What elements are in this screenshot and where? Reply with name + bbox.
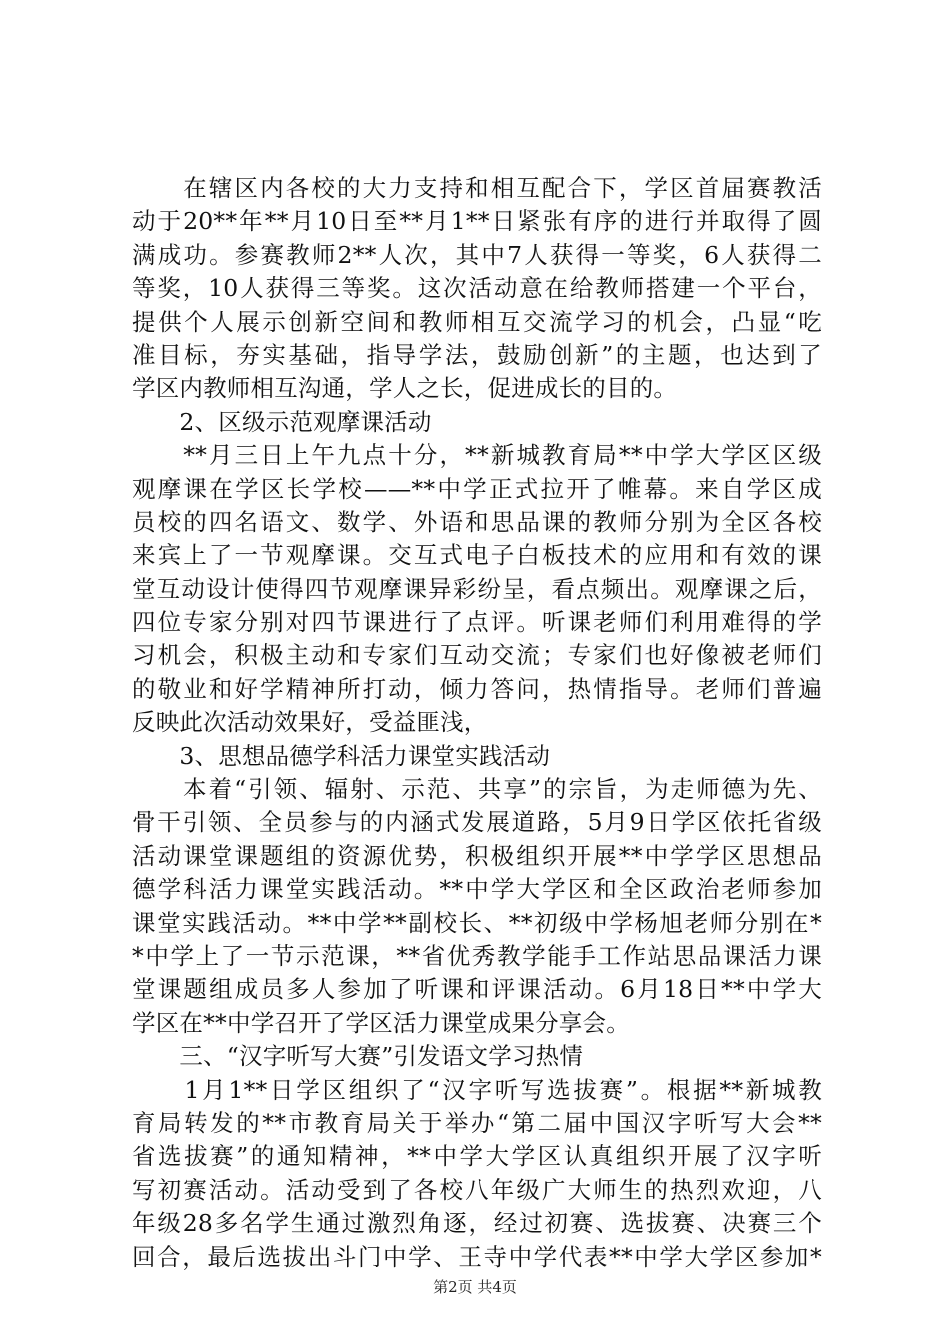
text-line: 动于20**年**月10日至**月1**日紧张有序的进行并取得了圆 — [132, 207, 822, 236]
text-line: 3、思想品德学科活力课堂实践活动 — [132, 741, 551, 770]
text-line: 年级28多名学生通过激烈角逐，经过初赛、选拔赛、决赛三个 — [132, 1209, 822, 1238]
text-line: *中学上了一节示范课，**省优秀教学能手工作站思品课活力课 — [132, 941, 822, 970]
text-line: 省选拔赛”的通知精神，**中学大学区认真组织开展了汉字听 — [132, 1142, 822, 1171]
text-line: 的敬业和好学精神所打动，倾力答问，热情指导。老师们普遍 — [132, 674, 822, 703]
text-line: 提供个人展示创新空间和教师相互交流学习的机会，凸显“吃 — [132, 307, 822, 336]
text-line: 准目标，夯实基础，指导学法，鼓励创新”的主题，也达到了 — [132, 340, 822, 369]
document-body — [132, 172, 822, 1274]
text-line: 满成功。参赛教师2**人次，其中7人获得一等奖，6人获得二 — [132, 240, 822, 269]
text-line: 育局转发的**市教育局关于举办“第二届中国汉字听写大会** — [132, 1108, 822, 1137]
text-line: 课堂实践活动。**中学**副校长、**初级中学杨旭老师分别在* — [132, 908, 822, 937]
text-line: 1月1**日学区组织了“汉字听写选拔赛”。根据**新城教 — [132, 1075, 822, 1104]
text-line: **月三日上午九点十分，**新城教育局**中学大学区区级 — [132, 441, 822, 470]
text-line: 堂课题组成员多人参加了听课和评课活动。6月18日**中学大 — [132, 975, 822, 1004]
text-line: 等奖，10人获得三等奖。这次活动意在给教师搭建一个平台， — [132, 274, 822, 303]
page-footer: 第2页 共4页 — [433, 1278, 517, 1296]
text-line: 学区在**中学召开了学区活力课堂成果分享会。 — [132, 1008, 630, 1037]
text-line: 四位专家分别对四节课进行了点评。听课老师们利用难得的学 — [132, 608, 822, 637]
text-line: 本着“引领、辐射、示范、共享”的宗旨，为走师德为先、 — [132, 775, 822, 804]
text-line: 来宾上了一节观摩课。交互式电子白板技术的应用和有效的课 — [132, 541, 822, 570]
text-line: 习机会，积极主动和专家们互动交流；专家们也好像被老师们 — [132, 641, 822, 670]
text-line: 员校的四名语文、数学、外语和思品课的教师分别为全区各校 — [132, 507, 822, 536]
text-line: 活动课堂课题组的资源优势，积极组织开展**中学学区思想品 — [132, 841, 822, 870]
text-line: 回合，最后选拔出斗门中学、王寺中学代表**中学大学区参加* — [132, 1242, 822, 1271]
text-line: 在辖区内各校的大力支持和相互配合下，学区首届赛教活 — [132, 174, 822, 202]
text-line: 2、区级示范观摩课活动 — [132, 407, 432, 436]
text-line: 三、“汉字听写大赛”引发语文学习热情 — [132, 1042, 584, 1071]
text-line: 学区内教师相互沟通，学人之长，促进成长的目的。 — [132, 374, 678, 403]
text-line: 反映此次活动效果好，受益匪浅， — [132, 708, 488, 737]
text-line: 堂互动设计使得四节观摩课异彩纷呈，看点频出。观摩课之后， — [132, 574, 822, 603]
text-line: 骨干引领、全员参与的内涵式发展道路，5月9日学区依托省级 — [132, 808, 822, 837]
text-line: 观摩课在学区长学校——**中学正式拉开了帷幕。来自学区成 — [132, 474, 822, 503]
text-line: 德学科活力课堂实践活动。**中学大学区和全区政治老师参加 — [132, 875, 822, 904]
text-line: 写初赛活动。活动受到了各校八年级广大师生的热烈欢迎，八 — [132, 1175, 822, 1204]
